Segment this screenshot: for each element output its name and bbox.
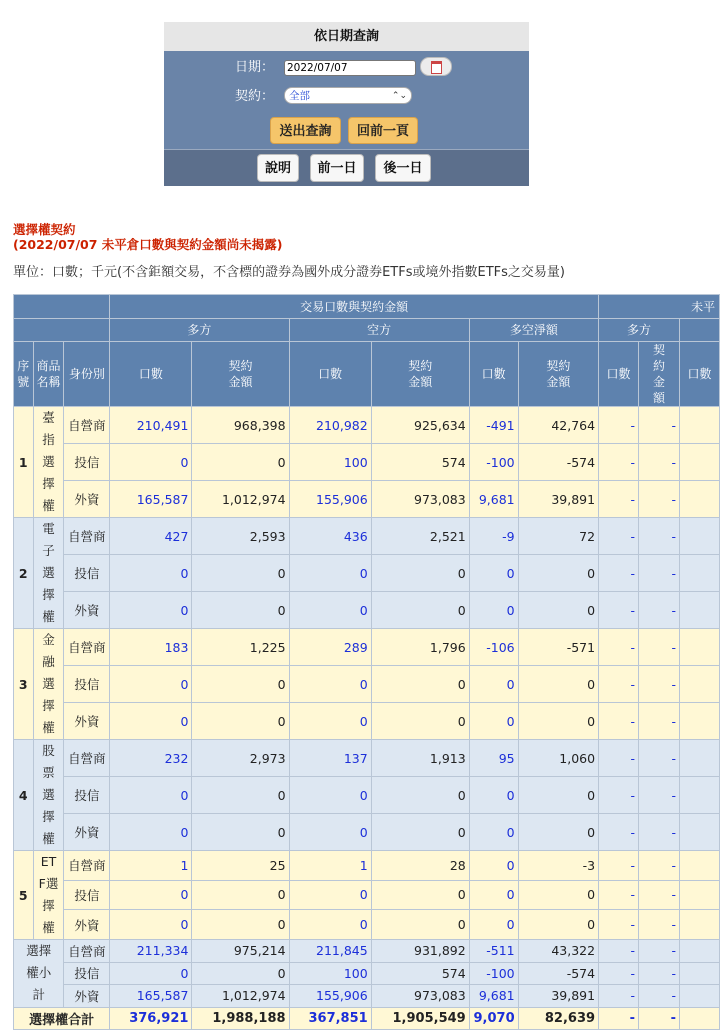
row-index: 3 xyxy=(14,629,34,740)
product-name: 臺指選擇權 xyxy=(33,407,64,518)
header-net: 多空淨額 xyxy=(469,318,598,342)
value-cell: 39,891 xyxy=(518,481,598,518)
value-cell: 574 xyxy=(371,962,469,985)
value-cell: 155,906 xyxy=(289,985,371,1008)
value-cell: 0 xyxy=(518,703,598,740)
value-cell: 100 xyxy=(289,444,371,481)
value-cell: - xyxy=(599,518,639,555)
value-cell: - xyxy=(599,910,639,940)
identity-cell: 自營商 xyxy=(64,940,110,963)
contract-row xyxy=(164,85,529,109)
identity-cell: 自營商 xyxy=(64,629,110,666)
value-cell: 28 xyxy=(371,851,469,881)
value-cell xyxy=(679,940,719,963)
value-cell: 289 xyxy=(289,629,371,666)
back-button[interactable]: 回前一頁 xyxy=(348,117,418,144)
value-cell xyxy=(679,985,719,1008)
value-cell: 0 xyxy=(469,666,518,703)
identity-cell: 自營商 xyxy=(64,518,110,555)
value-cell: 931,892 xyxy=(371,940,469,963)
value-cell xyxy=(679,666,719,703)
value-cell: 0 xyxy=(469,851,518,881)
table-row xyxy=(14,444,720,481)
value-cell xyxy=(679,962,719,985)
value-cell: 232 xyxy=(110,740,192,777)
product-name: 金融選擇權 xyxy=(33,629,64,740)
value-cell: - xyxy=(639,666,680,703)
value-cell: - xyxy=(639,851,680,881)
value-cell: 0 xyxy=(192,962,289,985)
value-cell: 427 xyxy=(110,518,192,555)
value-cell: - xyxy=(599,629,639,666)
value-cell: 925,634 xyxy=(371,407,469,444)
table-row xyxy=(14,985,720,1008)
header-long: 多方 xyxy=(110,318,289,342)
value-cell: 0 xyxy=(192,592,289,629)
value-cell: 0 xyxy=(110,592,192,629)
value-cell: 0 xyxy=(518,910,598,940)
total-value-cell xyxy=(679,1007,719,1030)
value-cell: 436 xyxy=(289,518,371,555)
value-cell: 42,764 xyxy=(518,407,598,444)
value-cell: - xyxy=(639,518,680,555)
calendar-button[interactable] xyxy=(420,57,452,76)
date-label: 日期： xyxy=(234,60,274,75)
header-long-amount: 契約金額 xyxy=(192,342,289,407)
header-short-amount: 契約金額 xyxy=(371,342,469,407)
value-cell: 1 xyxy=(289,851,371,881)
value-cell: 0 xyxy=(110,910,192,940)
value-cell: - xyxy=(599,555,639,592)
table-row xyxy=(14,518,720,555)
value-cell: 0 xyxy=(110,880,192,910)
value-cell: 1,012,974 xyxy=(192,985,289,1008)
value-cell: 0 xyxy=(371,814,469,851)
value-cell: 0 xyxy=(518,592,598,629)
value-cell: 0 xyxy=(289,592,371,629)
value-cell xyxy=(679,555,719,592)
value-cell xyxy=(679,592,719,629)
product-name: 選擇權小計 xyxy=(14,940,64,1008)
value-cell: 0 xyxy=(469,814,518,851)
help-button[interactable]: 說明 xyxy=(257,154,299,182)
value-cell: 2,593 xyxy=(192,518,289,555)
value-cell: - xyxy=(639,985,680,1008)
table-row xyxy=(14,407,720,444)
table-row xyxy=(14,940,720,963)
value-cell: 9,681 xyxy=(469,481,518,518)
header-blank xyxy=(14,295,110,319)
value-cell: 1,060 xyxy=(518,740,598,777)
value-cell: 0 xyxy=(371,703,469,740)
value-cell: 0 xyxy=(469,703,518,740)
section-title: 選擇權契約 xyxy=(13,222,76,237)
value-cell xyxy=(679,910,719,940)
header-net-lots: 口數 xyxy=(469,342,518,407)
total-value-cell: - xyxy=(639,1007,680,1030)
identity-cell: 投信 xyxy=(64,666,110,703)
total-value-cell: 367,851 xyxy=(289,1007,371,1030)
value-cell xyxy=(679,518,719,555)
value-cell: 0 xyxy=(289,777,371,814)
value-cell: 1,012,974 xyxy=(192,481,289,518)
value-cell: - xyxy=(639,703,680,740)
value-cell: 0 xyxy=(192,880,289,910)
value-cell: 25 xyxy=(192,851,289,881)
value-cell: 0 xyxy=(110,444,192,481)
table-row xyxy=(14,910,720,940)
header-trade: 交易口數與契約金額 xyxy=(110,295,599,319)
value-cell: -511 xyxy=(469,940,518,963)
value-cell: 0 xyxy=(371,555,469,592)
value-cell: -100 xyxy=(469,962,518,985)
value-cell: 210,982 xyxy=(289,407,371,444)
value-cell xyxy=(679,777,719,814)
value-cell: 0 xyxy=(469,777,518,814)
value-cell: 72 xyxy=(518,518,598,555)
value-cell: 0 xyxy=(371,777,469,814)
value-cell xyxy=(679,407,719,444)
table-row xyxy=(14,740,720,777)
value-cell: 968,398 xyxy=(192,407,289,444)
date-row xyxy=(164,56,529,80)
value-cell: - xyxy=(599,962,639,985)
identity-cell: 外資 xyxy=(64,481,110,518)
value-cell: 210,491 xyxy=(110,407,192,444)
value-cell: - xyxy=(639,629,680,666)
value-cell: - xyxy=(639,814,680,851)
value-cell: 0 xyxy=(110,962,192,985)
value-cell: 0 xyxy=(518,814,598,851)
total-value-cell: 1,905,549 xyxy=(371,1007,469,1030)
value-cell: 0 xyxy=(192,910,289,940)
row-index: 1 xyxy=(14,407,34,518)
options-table xyxy=(13,294,720,1030)
value-cell: -106 xyxy=(469,629,518,666)
value-cell: 0 xyxy=(110,555,192,592)
value-cell xyxy=(679,851,719,881)
value-cell: - xyxy=(639,880,680,910)
value-cell: 137 xyxy=(289,740,371,777)
query-footer xyxy=(164,149,529,186)
value-cell: - xyxy=(639,555,680,592)
value-cell: 0 xyxy=(469,910,518,940)
value-cell: -574 xyxy=(518,444,598,481)
contract-selected-value: 全部 xyxy=(289,90,310,102)
header-oi-long-amount: 契約金額 xyxy=(639,342,680,407)
table-body xyxy=(14,407,720,1030)
value-cell: - xyxy=(639,940,680,963)
identity-cell: 外資 xyxy=(64,592,110,629)
value-cell: 0 xyxy=(192,444,289,481)
value-cell: 973,083 xyxy=(371,985,469,1008)
value-cell: 0 xyxy=(289,666,371,703)
row-index: 2 xyxy=(14,518,34,629)
value-cell: 2,521 xyxy=(371,518,469,555)
table-row xyxy=(14,629,720,666)
value-cell: - xyxy=(599,592,639,629)
total-value-cell: 1,988,188 xyxy=(192,1007,289,1030)
value-cell: 165,587 xyxy=(110,481,192,518)
value-cell xyxy=(679,740,719,777)
value-cell: 574 xyxy=(371,444,469,481)
value-cell: - xyxy=(639,777,680,814)
value-cell: 0 xyxy=(371,666,469,703)
value-cell: - xyxy=(599,851,639,881)
table-row xyxy=(14,592,720,629)
value-cell xyxy=(679,814,719,851)
value-cell: 0 xyxy=(110,703,192,740)
product-name: 電子選擇權 xyxy=(33,518,64,629)
identity-cell: 外資 xyxy=(64,985,110,1008)
value-cell: 975,214 xyxy=(192,940,289,963)
value-cell: -100 xyxy=(469,444,518,481)
value-cell: 155,906 xyxy=(289,481,371,518)
value-cell: - xyxy=(599,740,639,777)
next-day-button[interactable]: 後一日 xyxy=(375,154,431,182)
value-cell: 2,973 xyxy=(192,740,289,777)
table-row xyxy=(14,777,720,814)
product-name: 股票選擇權 xyxy=(33,740,64,851)
row-index: 4 xyxy=(14,740,34,851)
value-cell: 1 xyxy=(110,851,192,881)
value-cell: -3 xyxy=(518,851,598,881)
date-input[interactable]: 2022/07/07 xyxy=(284,60,416,76)
value-cell: 0 xyxy=(518,666,598,703)
identity-cell: 自營商 xyxy=(64,407,110,444)
value-cell: 0 xyxy=(469,592,518,629)
table-row xyxy=(14,851,720,881)
value-cell: 0 xyxy=(469,880,518,910)
identity-cell: 外資 xyxy=(64,703,110,740)
value-cell: -571 xyxy=(518,629,598,666)
value-cell: 211,334 xyxy=(110,940,192,963)
value-cell: - xyxy=(639,481,680,518)
value-cell: 0 xyxy=(110,777,192,814)
identity-cell: 投信 xyxy=(64,444,110,481)
value-cell: 0 xyxy=(192,777,289,814)
value-cell: 95 xyxy=(469,740,518,777)
value-cell: 0 xyxy=(518,777,598,814)
header-product: 商品名稱 xyxy=(33,342,64,407)
value-cell: 183 xyxy=(110,629,192,666)
value-cell: 0 xyxy=(518,880,598,910)
value-cell: - xyxy=(639,962,680,985)
table-row xyxy=(14,703,720,740)
header-oi-long: 多方 xyxy=(599,318,680,342)
value-cell: - xyxy=(599,444,639,481)
header-seq: 序號 xyxy=(14,342,34,407)
value-cell: 973,083 xyxy=(371,481,469,518)
calendar-icon xyxy=(431,61,442,74)
value-cell: - xyxy=(599,703,639,740)
header-open-interest: 未平 xyxy=(599,295,720,319)
value-cell: 0 xyxy=(371,592,469,629)
table-row xyxy=(14,555,720,592)
total-value-cell: 376,921 xyxy=(110,1007,192,1030)
value-cell: 0 xyxy=(289,880,371,910)
value-cell: 0 xyxy=(192,703,289,740)
value-cell: 0 xyxy=(289,910,371,940)
value-cell: 1,913 xyxy=(371,740,469,777)
value-cell: - xyxy=(599,666,639,703)
value-cell: 0 xyxy=(289,703,371,740)
value-cell xyxy=(679,703,719,740)
identity-cell: 投信 xyxy=(64,555,110,592)
search-button[interactable]: 送出查詢 xyxy=(270,117,341,144)
value-cell xyxy=(679,481,719,518)
query-panel xyxy=(164,22,529,185)
value-cell: -491 xyxy=(469,407,518,444)
header-identity: 身份別 xyxy=(64,342,110,407)
identity-cell: 投信 xyxy=(64,962,110,985)
value-cell: 0 xyxy=(289,555,371,592)
prev-day-button[interactable]: 前一日 xyxy=(310,154,364,182)
value-cell: - xyxy=(599,407,639,444)
value-cell: 1,796 xyxy=(371,629,469,666)
identity-cell: 投信 xyxy=(64,880,110,910)
value-cell: - xyxy=(639,910,680,940)
identity-cell: 外資 xyxy=(64,814,110,851)
total-value-cell: 9,070 xyxy=(469,1007,518,1030)
chevron-updown-icon: ⌃⌄ xyxy=(391,91,407,101)
identity-cell: 自營商 xyxy=(64,851,110,881)
value-cell: 0 xyxy=(469,555,518,592)
value-cell: - xyxy=(599,481,639,518)
query-title: 依日期查詢 xyxy=(164,22,529,51)
section-subtitle: (2022/07/07 未平倉口數與契約金額尚未揭露) xyxy=(13,237,283,252)
value-cell: 9,681 xyxy=(469,985,518,1008)
header-blank-2 xyxy=(14,318,110,342)
value-cell: 0 xyxy=(110,814,192,851)
value-cell: 0 xyxy=(110,666,192,703)
total-value-cell: 82,639 xyxy=(518,1007,598,1030)
total-row xyxy=(14,1007,720,1030)
value-cell: - xyxy=(639,444,680,481)
identity-cell: 自營商 xyxy=(64,740,110,777)
value-cell: - xyxy=(639,592,680,629)
value-cell: 0 xyxy=(289,814,371,851)
product-name: ETF選擇權 xyxy=(33,851,64,940)
value-cell: - xyxy=(599,880,639,910)
value-cell: - xyxy=(599,777,639,814)
value-cell xyxy=(679,629,719,666)
value-cell: 0 xyxy=(192,814,289,851)
table-row xyxy=(14,880,720,910)
unit-note: 單位：口數；千元(不含鉅額交易，不含標的證券為國外成分證券ETFs或境外指數ETFs之交易量) xyxy=(13,265,565,280)
total-label: 選擇權合計 xyxy=(14,1007,110,1030)
value-cell xyxy=(679,444,719,481)
value-cell: - xyxy=(599,814,639,851)
header-net-amount: 契約金額 xyxy=(518,342,598,407)
table-row xyxy=(14,481,720,518)
value-cell: 0 xyxy=(192,555,289,592)
header-short-lots: 口數 xyxy=(289,342,371,407)
header-long-lots: 口數 xyxy=(110,342,192,407)
value-cell: - xyxy=(639,740,680,777)
total-value-cell: - xyxy=(599,1007,639,1030)
value-cell: - xyxy=(599,985,639,1008)
value-cell: 0 xyxy=(518,555,598,592)
value-cell: 39,891 xyxy=(518,985,598,1008)
header-oi-short xyxy=(679,318,719,342)
value-cell: 165,587 xyxy=(110,985,192,1008)
header-short: 空方 xyxy=(289,318,469,342)
header-oi-short-lots: 口數 xyxy=(679,342,719,407)
table-row xyxy=(14,814,720,851)
value-cell: -9 xyxy=(469,518,518,555)
contract-label: 契約： xyxy=(234,89,274,104)
value-cell: 211,845 xyxy=(289,940,371,963)
value-cell: 100 xyxy=(289,962,371,985)
value-cell: 1,225 xyxy=(192,629,289,666)
value-cell: - xyxy=(639,407,680,444)
value-cell: 0 xyxy=(192,666,289,703)
table-row xyxy=(14,962,720,985)
header-oi-long-lots: 口數 xyxy=(599,342,639,407)
value-cell: 0 xyxy=(371,880,469,910)
value-cell: 43,322 xyxy=(518,940,598,963)
row-index: 5 xyxy=(14,851,34,940)
value-cell xyxy=(679,880,719,910)
value-cell: -574 xyxy=(518,962,598,985)
value-cell: 0 xyxy=(371,910,469,940)
table-row xyxy=(14,666,720,703)
identity-cell: 投信 xyxy=(64,777,110,814)
contract-select[interactable] xyxy=(284,87,412,104)
value-cell: - xyxy=(599,940,639,963)
identity-cell: 外資 xyxy=(64,910,110,940)
